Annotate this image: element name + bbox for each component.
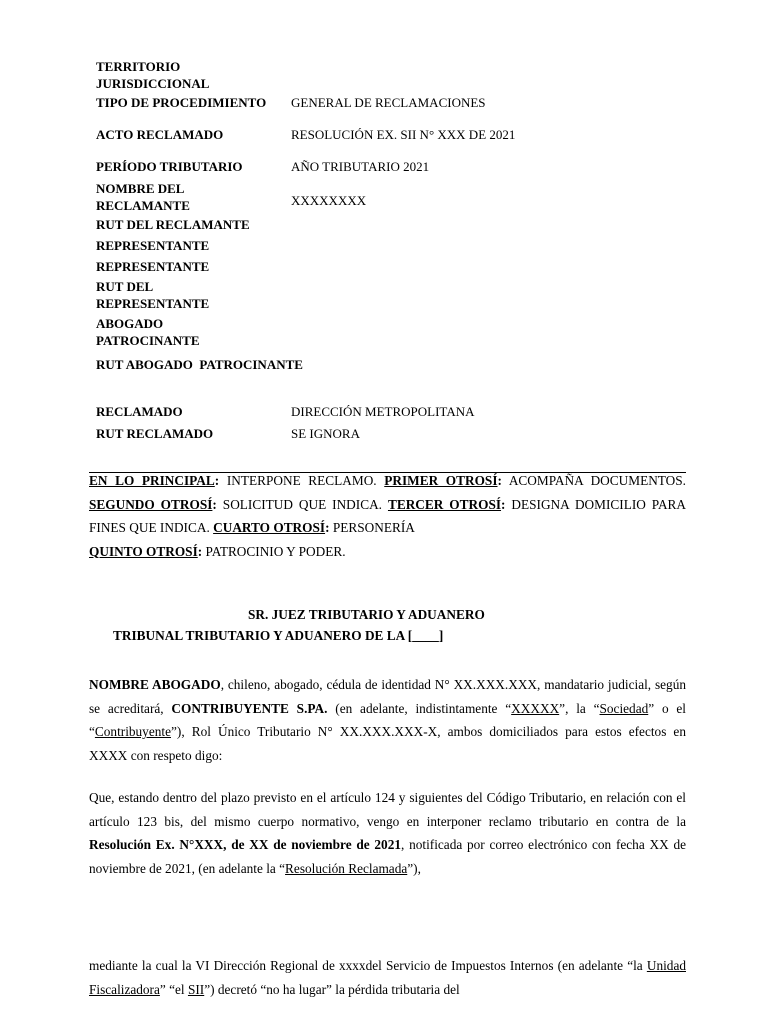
rut-reclamado-label: RUT RECLAMADO [96, 426, 214, 441]
principal-label: EN LO PRINCIPAL [89, 473, 215, 488]
acto-label: ACTO RECLAMADO [96, 127, 224, 142]
representante-label: REPRESENTANTE [96, 238, 210, 253]
cuarto-otrosi-text: PERSONERÍA [332, 520, 415, 535]
reclamado-value: DIRECCIÓN METROPOLITANA [291, 404, 475, 419]
resolution-reference: Resolución Ex. N°XXX, de XX de noviembre de 2021 [89, 837, 401, 852]
rut-representante-label: RUT DEL REPRESENTANTE [96, 279, 210, 311]
representante-label: REPRESENTANTE [96, 259, 210, 274]
alias-xxxxx: XXXXX [511, 700, 560, 716]
addressee-judge: SR. JUEZ TRIBUTARIO Y ADUANERO [248, 607, 485, 622]
paragraph-text: ”), [407, 860, 421, 876]
paragraph-text: mediante la cual la VI Dirección Regional de xxxxdel Servicio de Impuestos Internos (en adelante “la [89, 958, 647, 973]
company-name: CONTRIBUYENTE S.PA. [171, 700, 328, 716]
primer-otrosi-label: PRIMER OTROSÍ [384, 473, 498, 488]
alias-sii: SII [187, 981, 205, 997]
territorio-label: TERRITORIO JURISDICCIONAL [96, 59, 210, 91]
paragraph-text: , chileno, abogado, cédula de identidad N° XX.XXX.XXX, mandatario judicial, según se acreditará, [89, 677, 687, 716]
abogado-label: ABOGADO PATROCINANTE [96, 316, 200, 348]
tipo-value: GENERAL DE RECLAMACIONES [291, 95, 486, 110]
paragraph-comparecencia [89, 673, 686, 767]
alias-resolucion-reclamada: Resolución Reclamada [285, 860, 408, 876]
paragraph-text: ”) decretó “no ha lugar” la pérdida tributaria del [204, 981, 460, 997]
alias-unidad-fiscalizadora: Unidad Fiscalizadora [89, 958, 686, 997]
paragraph-mediante [89, 954, 686, 1001]
paragraph-text: (en adelante, indistintamente “ [327, 700, 512, 716]
addressee-tribunal: TRIBUNAL TRIBUTARIO Y ADUANERO DE LA [____] [113, 628, 444, 643]
alias-sociedad: Sociedad [599, 700, 649, 716]
paragraph-text: ” o el “ [89, 700, 686, 739]
reclamado-label: RECLAMADO [96, 404, 183, 419]
paragraph-text: Que, estando dentro del plazo previsto en el artículo 124 y siguientes del Código Tributario, en relación con el artículo 123 bis, del mismo cuerpo normativo, vengo en interponer reclamo tributario en contra de la [89, 790, 686, 829]
rut-abogado-label: RUT ABOGADO PATROCINANTE [96, 357, 303, 372]
paragraph-reclamo [89, 786, 686, 880]
paragraph-text: , notificada por correo electrónico con fecha XX de noviembre de 2021, (en adelante la “ [89, 837, 686, 876]
periodo-label: PERÍODO TRIBUTARIO [96, 159, 243, 174]
nombre-value: XXXXXXXX [291, 193, 367, 208]
summary-block: EN LO PRINCIPAL: INTERPONE RECLAMO. PRIMER OTROSÍ: ACOMPAÑA DOCUMENTOS. SEGUNDO OTROSÍ: SOLICITUD QUE INDICA. TERCER OTROSÍ: DESIGNA DOMICILIO PARA FINES QUE INDICA. CUARTO OTROSÍ: PERSONERÍA QUINTO OTROSÍ: PATROCINIO Y PODER. [89, 473, 687, 559]
alias-contribuyente: Contribuyente [94, 724, 171, 739]
primer-otrosi-text: ACOMPAÑA DOCUMENTOS. [508, 473, 687, 488]
principal-text: INTERPONE RECLAMO. [226, 473, 377, 488]
paragraph-text: ” “el [159, 981, 188, 997]
paragraph-text: ”, la “ [559, 700, 600, 716]
acto-value: RESOLUCIÓN EX. SII N° XXX DE 2021 [291, 127, 516, 142]
lawyer-name: NOMBRE ABOGADO [89, 677, 221, 692]
cuarto-otrosi-label: CUARTO OTROSÍ [213, 520, 326, 535]
periodo-value: AÑO TRIBUTARIO 2021 [291, 159, 430, 174]
segundo-otrosi-text: SOLICITUD QUE INDICA. [222, 496, 383, 512]
paragraph-text: ”), Rol Único Tributario N° XX.XXX.XXX-X, ambos domiciliados para estos efectos en XXXX con respeto digo: [89, 724, 686, 763]
nombre-label: NOMBRE DEL RECLAMANTE [96, 181, 190, 213]
quinto-otrosi-text: PATROCINIO Y PODER. [205, 543, 346, 559]
rut-reclamado-value: SE IGNORA [291, 426, 360, 441]
segundo-otrosi-label: SEGUNDO OTROSÍ [89, 496, 213, 512]
rut-reclamante-label: RUT DEL RECLAMANTE [96, 217, 250, 232]
quinto-otrosi-label: QUINTO OTROSÍ [89, 543, 198, 559]
tercer-otrosi-label: TERCER OTROSÍ [387, 496, 502, 512]
tipo-label: TIPO DE PROCEDIMIENTO [96, 95, 267, 110]
tercer-otrosi-text: DESIGNA DOMICILIO PARA FINES QUE INDICA. [89, 496, 687, 535]
